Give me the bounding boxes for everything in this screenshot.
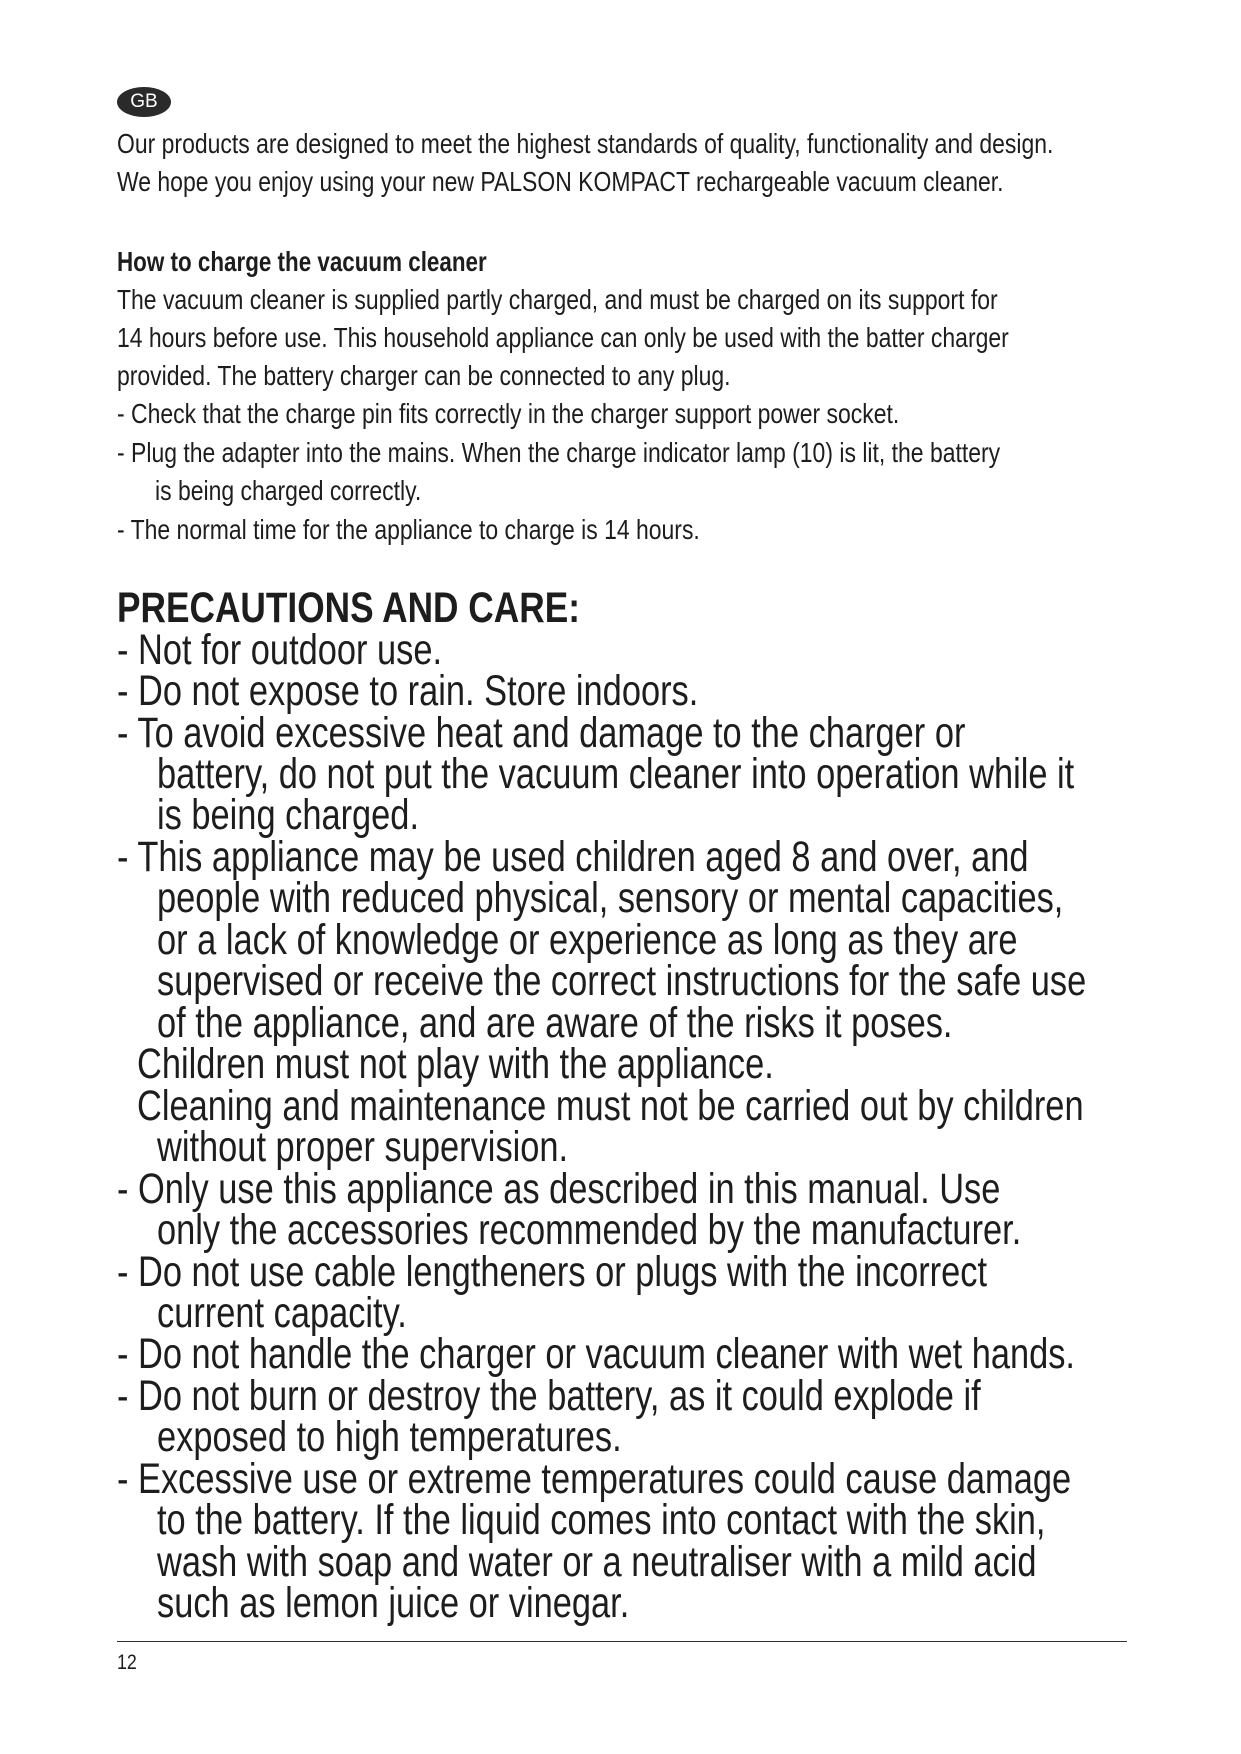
charge-bullet: - Plug the adapter into the mains. When the charge indicator lamp (10) is lit, the battery [117,437,1001,468]
precaution-line: without proper supervision. [157,1123,569,1171]
precaution-line: wash with soap and water or a neutraliser with a mild acid [157,1538,1037,1586]
precaution-line: - Excessive use or extreme temperatures could cause damage [117,1455,1072,1503]
precaution-line: supervised or receive the correct instructions for the safe use [157,957,1087,1005]
precaution-line: - To avoid excessive heat and damage to the charger or [117,709,966,757]
precaution-line: such as lemon juice or vinegar. [157,1579,630,1627]
charge-paragraph-line: 14 hours before use. This household appliance can only be used with the batter charger [117,322,1009,353]
precaution-line: people with reduced physical, sensory or mental capacities, [157,874,1064,922]
precaution-line: current capacity. [157,1289,407,1337]
footer-rule [117,1641,1127,1642]
precaution-line: battery, do not put the vacuum cleaner into operation while it [157,750,1075,798]
charge-paragraph-line: The vacuum cleaner is supplied partly charged, and must be charged on its support for [117,284,998,315]
charge-bullet-continuation: is being charged correctly. [155,475,422,506]
charge-section-title: How to charge the vacuum cleaner [117,246,487,277]
precaution-line: - Only use this appliance as described in this manual. Use [117,1165,1001,1213]
charge-bullet: - The normal time for the appliance to charge is 14 hours. [117,514,700,545]
precaution-line: - This appliance may be used children aged 8 and over, and [117,833,1029,881]
page-number: 12 [117,1651,137,1674]
intro-line-1: Our products are designed to meet the highest standards of quality, functionality and design. [117,128,1054,159]
precaution-line: Cleaning and maintenance must not be carried out by children [137,1082,1084,1130]
precaution-line: - Do not handle the charger or vacuum cleaner with wet hands. [117,1330,1075,1378]
charge-paragraph-line: provided. The battery charger can be connected to any plug. [117,360,731,391]
precaution-line: exposed to high temperatures. [157,1413,622,1461]
precaution-line: or a lack of knowledge or experience as long as they are [157,916,1018,964]
precaution-line: Children must not play with the appliance. [137,1040,774,1088]
precaution-line: - Do not burn or destroy the battery, as it could explode if [117,1372,981,1420]
precaution-line: - Not for outdoor use. [117,626,443,674]
charge-bullet: - Check that the charge pin fits correctly in the charger support power socket. [117,398,900,429]
precaution-line: - Do not use cable lengtheners or plugs with the incorrect [117,1248,988,1296]
precaution-line: only the accessories recommended by the manufacturer. [157,1206,1022,1254]
precaution-line: - Do not expose to rain. Store indoors. [117,667,699,715]
precaution-line: to the battery. If the liquid comes into contact with the skin, [157,1496,1046,1544]
language-badge: GB [117,87,171,117]
precaution-line: of the appliance, and are aware of the risks it poses. [157,999,953,1047]
precautions-title: PRECAUTIONS AND CARE: [117,584,580,632]
precaution-line: is being charged. [157,791,419,839]
intro-line-2: We hope you enjoy using your new PALSON KOMPACT rechargeable vacuum cleaner. [117,166,1004,197]
